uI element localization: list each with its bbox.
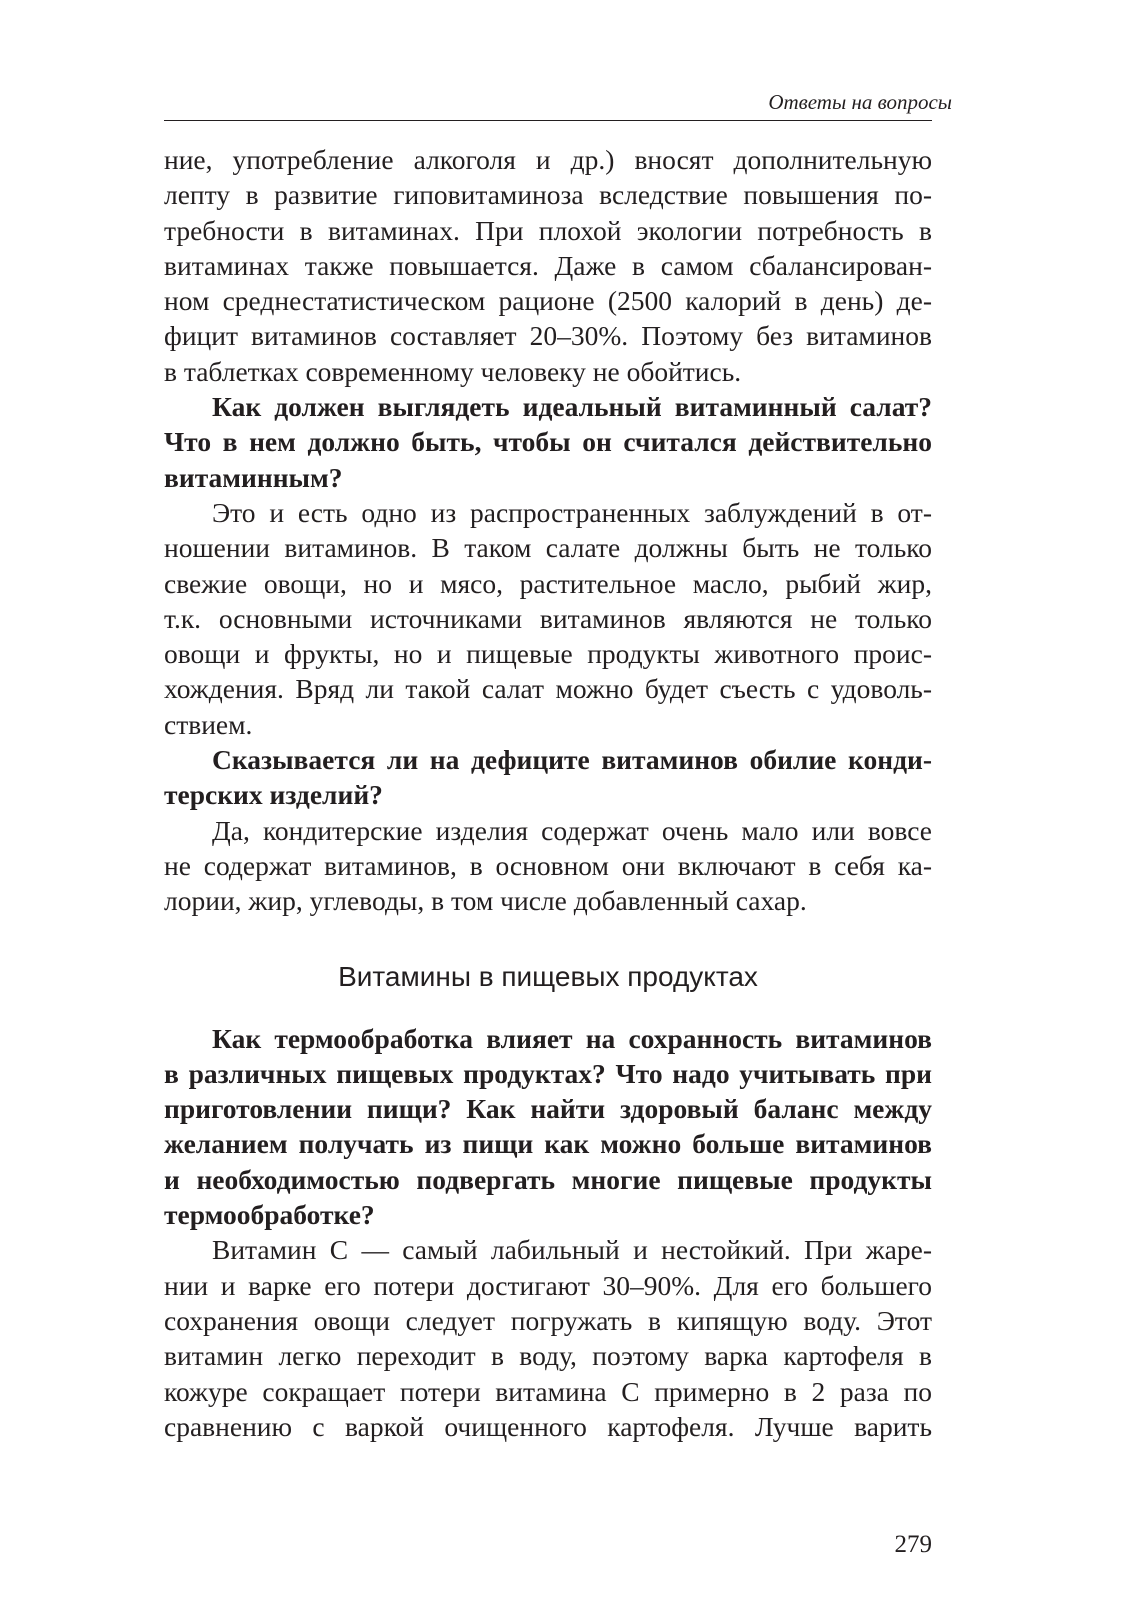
page-body — [164, 142, 932, 1444]
running-head: Ответы на вопросы — [768, 90, 952, 114]
question-line: витаминным? — [164, 461, 343, 493]
text-line: лории, жир, углеводы, в том числе добавленный сахар. — [164, 885, 807, 917]
text-line: в таблетках современному человеку не обойтись. — [164, 355, 742, 387]
text-line: витамин легко переходит в воду, поэтому варка картофеля в — [164, 1340, 932, 1372]
text-line: кожуре сокращает потери витамина С примерно в 2 раза по — [164, 1375, 932, 1407]
text-line: хождения. Вряд ли такой салат можно будет съесть с удоволь- — [164, 673, 932, 705]
text-line: нии и варке его потери достигают 30–90%. Для его большего — [164, 1269, 932, 1301]
header-rule — [164, 120, 932, 121]
text-line: лепту в развитие гиповитаминоза вследствие повышения по- — [164, 179, 932, 211]
text-line: фицит витаминов составляет 20–30%. Поэтому без витаминов — [164, 320, 932, 352]
text-line: требности в витаминах. При плохой экологии потребность в — [164, 214, 932, 246]
text-line: витаминах также повышается. Даже в самом сбалансирован- — [164, 249, 932, 281]
question-line: термообработке? — [164, 1199, 375, 1231]
question-line: в различных пищевых продуктах? Что надо учитывать при — [164, 1057, 932, 1089]
text-line: Витамин С — самый лабильный и нестойкий. При жаре- — [212, 1234, 932, 1266]
text-line: ном среднестатистическом рационе (2500 калорий в день) де- — [164, 285, 932, 317]
text-line: овощи и фрукты, но и пищевые продукты животного проис- — [164, 638, 932, 670]
text-line: не содержат витаминов, в основном они включают в себя ка- — [164, 849, 932, 881]
text-line: т.к. основными источниками витаминов являются не только — [164, 602, 932, 634]
text-line: ствием. — [164, 708, 253, 740]
question-line: Сказывается ли на дефиците витаминов обилие конди- — [212, 744, 932, 776]
question-line: Как термообработка влияет на сохранность витаминов — [212, 1022, 932, 1054]
question-line: терских изделий? — [164, 779, 383, 811]
text-line: Да, кондитерские изделия содержат очень мало или вовсе — [212, 814, 932, 846]
text-line: сравнению с варкой очищенного картофеля. Лучше варить — [164, 1410, 932, 1442]
question-line: Что в нем должно быть, чтобы он считался действительно — [164, 426, 932, 458]
text-line: сохранения овощи следует погружать в кипящую воду. Этот — [164, 1304, 932, 1336]
text-line: свежие овощи, но и мясо, растительное масло, рыбий жир, — [164, 567, 932, 599]
question-line: и необходимостью подвергать многие пищевые продукты — [164, 1163, 932, 1195]
question-line: Как должен выглядеть идеальный витаминный салат? — [212, 391, 932, 423]
section-heading: Витамины в пищевых продуктах — [338, 960, 758, 992]
page-number: 279 — [894, 1531, 932, 1558]
question-line: желанием получать из пищи как можно больше витаминов — [164, 1128, 932, 1160]
text-line: ношении витаминов. В таком салате должны быть не только — [164, 532, 932, 564]
text-line: Это и есть одно из распространенных заблуждений в от- — [212, 496, 932, 528]
text-line: ние, употребление алкоголя и др.) вносят дополнительную — [164, 144, 932, 175]
question-line: приготовлении пищи? Как найти здоровый баланс между — [164, 1093, 932, 1125]
